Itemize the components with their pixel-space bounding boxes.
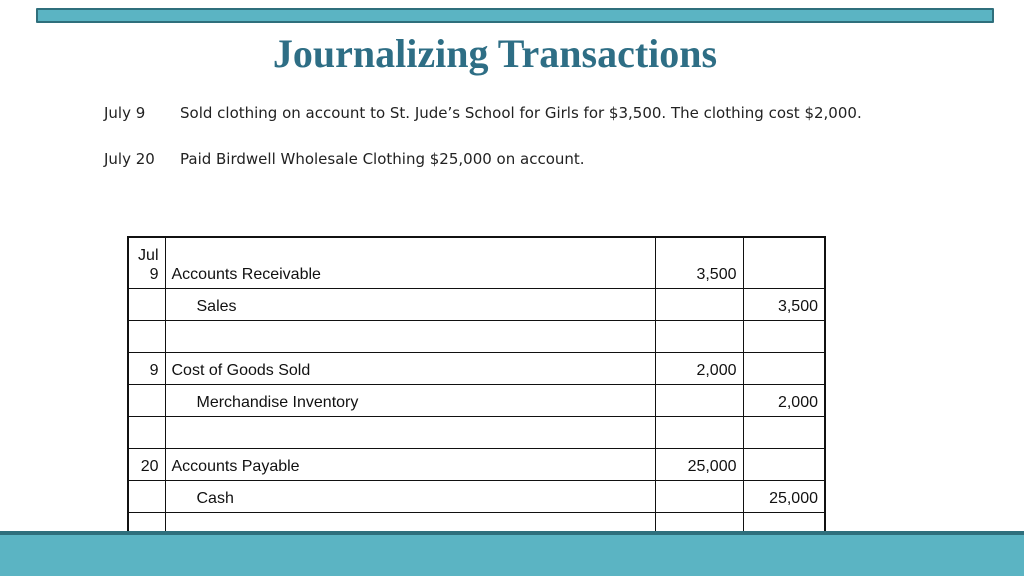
bottom-accent-bar — [0, 535, 1024, 576]
account-cell — [165, 321, 655, 353]
account-cell: Accounts Receivable — [165, 237, 655, 289]
table-row — [128, 289, 825, 321]
credit-cell — [743, 449, 825, 481]
credit-cell — [743, 237, 825, 289]
date-cell — [128, 417, 165, 449]
page-title: Journalizing Transactions — [272, 31, 718, 76]
table-row — [128, 385, 825, 417]
account-cell: Merchandise Inventory — [165, 385, 655, 417]
table-row — [128, 449, 825, 481]
table-row — [128, 417, 825, 449]
debit-cell — [655, 289, 743, 321]
transaction-text: Sold clothing on account to St. Jude’s School for Girls for $3,500. The clothing cost $2,000. — [180, 104, 862, 122]
credit-cell: 25,000 — [743, 481, 825, 513]
credit-cell — [743, 353, 825, 385]
date-cell: 20 — [128, 449, 165, 481]
table-row — [128, 353, 825, 385]
date-month: Jul — [138, 247, 159, 264]
debit-cell — [655, 417, 743, 449]
transaction-text: Paid Birdwell Wholesale Clothing $25,000 on account. — [180, 150, 585, 168]
credit-cell: 2,000 — [743, 385, 825, 417]
debit-cell — [655, 385, 743, 417]
debit-cell — [655, 321, 743, 353]
table-row — [128, 321, 825, 353]
transaction-date: July 20 — [104, 150, 155, 168]
date-day: 9 — [149, 266, 159, 283]
account-cell: Sales — [165, 289, 655, 321]
date-cell — [128, 481, 165, 513]
general-journal-table — [127, 236, 826, 546]
transaction-date: July 9 — [104, 104, 146, 122]
credit-cell — [743, 321, 825, 353]
table-row — [128, 237, 825, 289]
debit-cell — [655, 481, 743, 513]
date-cell — [128, 321, 165, 353]
account-cell: Accounts Payable — [165, 449, 655, 481]
debit-cell: 2,000 — [655, 353, 743, 385]
account-cell: Cash — [165, 481, 655, 513]
date-cell — [128, 385, 165, 417]
credit-cell — [743, 417, 825, 449]
date-cell: 9 — [128, 353, 165, 385]
account-cell: Cost of Goods Sold — [165, 353, 655, 385]
debit-cell: 25,000 — [655, 449, 743, 481]
table-row — [128, 481, 825, 513]
credit-cell: 3,500 — [743, 289, 825, 321]
debit-cell: 3,500 — [655, 237, 743, 289]
transaction-line — [104, 149, 585, 169]
account-cell — [165, 417, 655, 449]
date-cell — [128, 289, 165, 321]
date-cell — [128, 237, 165, 289]
top-accent-bar — [36, 8, 994, 23]
transaction-line — [104, 103, 862, 123]
